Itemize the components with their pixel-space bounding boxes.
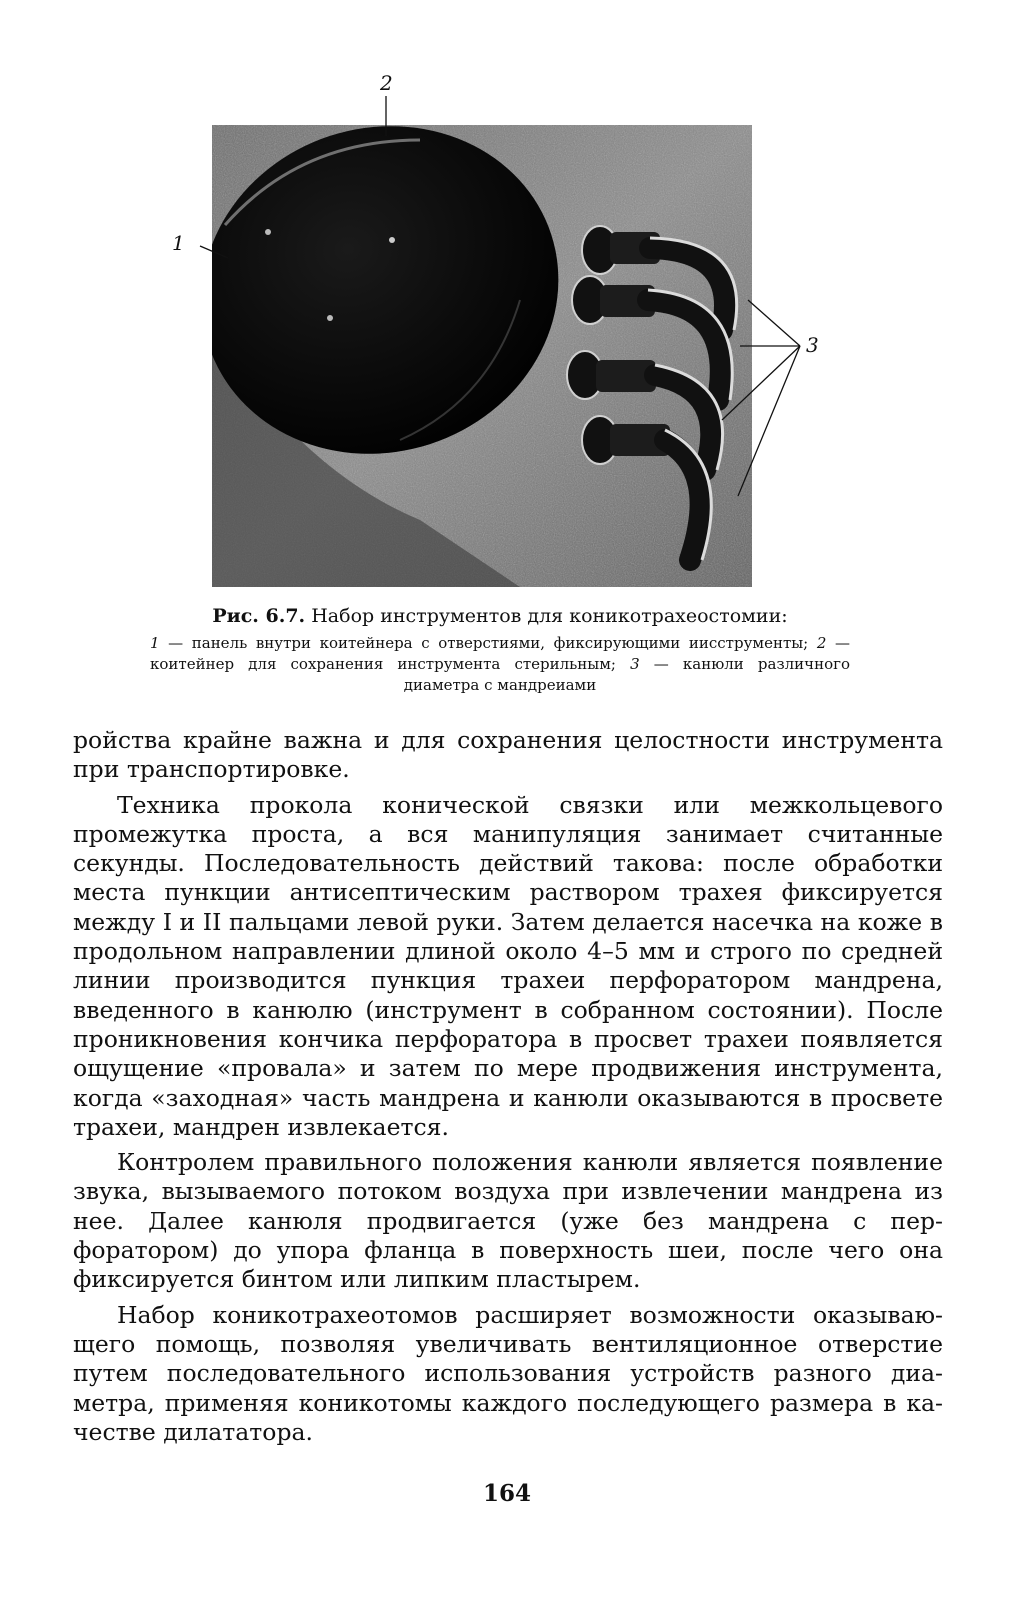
body-text — [73, 726, 943, 1453]
callout-1: 1 — [172, 231, 185, 255]
callout-2: 2 — [380, 71, 393, 95]
paragraph-continued: ройства крайне важна и для сохранения целостности инструмента при транспортировке. — [73, 726, 943, 784]
legend-num-2: 2 — [816, 634, 827, 652]
figure — [0, 0, 1014, 610]
caption-title-text: Набор инструментов для коникотрахеостомии: — [311, 605, 788, 627]
callout-3: 3 — [806, 333, 819, 357]
page-number: 164 — [482, 1480, 531, 1507]
figure-caption — [150, 603, 850, 696]
caption-title — [150, 603, 850, 629]
caption-legend — [150, 633, 850, 696]
legend-num-3: 3 — [630, 655, 640, 673]
legend-text-3: — канюли различного диаметра с мандреиами — [403, 655, 850, 694]
paragraph-control: Контролем правильного положения канюли является появление звука, вызываемого потоком воздуха при извлечении мандрена из нее. Далее канюля продвигается (уже без мандрена с перфоратором) до упора фланца в поверхность шеи, после чего она фиксируется бинтом или липким пластырем. — [73, 1148, 943, 1294]
caption-number: Рис. 6.7. — [212, 605, 306, 627]
legend-text-2: — коитейнер для сохранения инструмента стерильным; — [150, 634, 850, 673]
paragraph-technique: Техника прокола конической связки или межкольцевого промежутка проста, а вся манипуляция занимает считанные секунды. Последовательность действий такова: после обработки места пункции антисептическим раствором трахея фиксируется между I и II пальцами левой руки. Затем делается насечка на коже в продольном направлении длиной около 4–5 мм и строго по средней линии производится пункция трахеи перфоратором мандрена, введенного в канюлю (инструмент в собранном состоянии). После проникновения кончика перфоратора в просвет трахеи появляется ощущение «провала» и затем по мере продвижения инструмента, когда «заходная» часть мандрена и канюли оказываются в просвете трахеи, мандрен извлекается. — [73, 790, 943, 1141]
legend-num-1: 1 — [150, 634, 160, 652]
figure-photo-instrument-set — [0, 0, 1014, 610]
legend-text-1: — панель внутри коитейнера с отверстиями, фиксирующими иисструменты; — [159, 634, 817, 652]
paragraph-set: Набор коникотрахеотомов расширяет возможности оказывающего помощь, позволяя увеличивать вентиляционное отверстие путем последовательного использования устройств разного диаметра, применяя коникотомы каждого последующего размера в качестве дилататора. — [73, 1300, 943, 1446]
